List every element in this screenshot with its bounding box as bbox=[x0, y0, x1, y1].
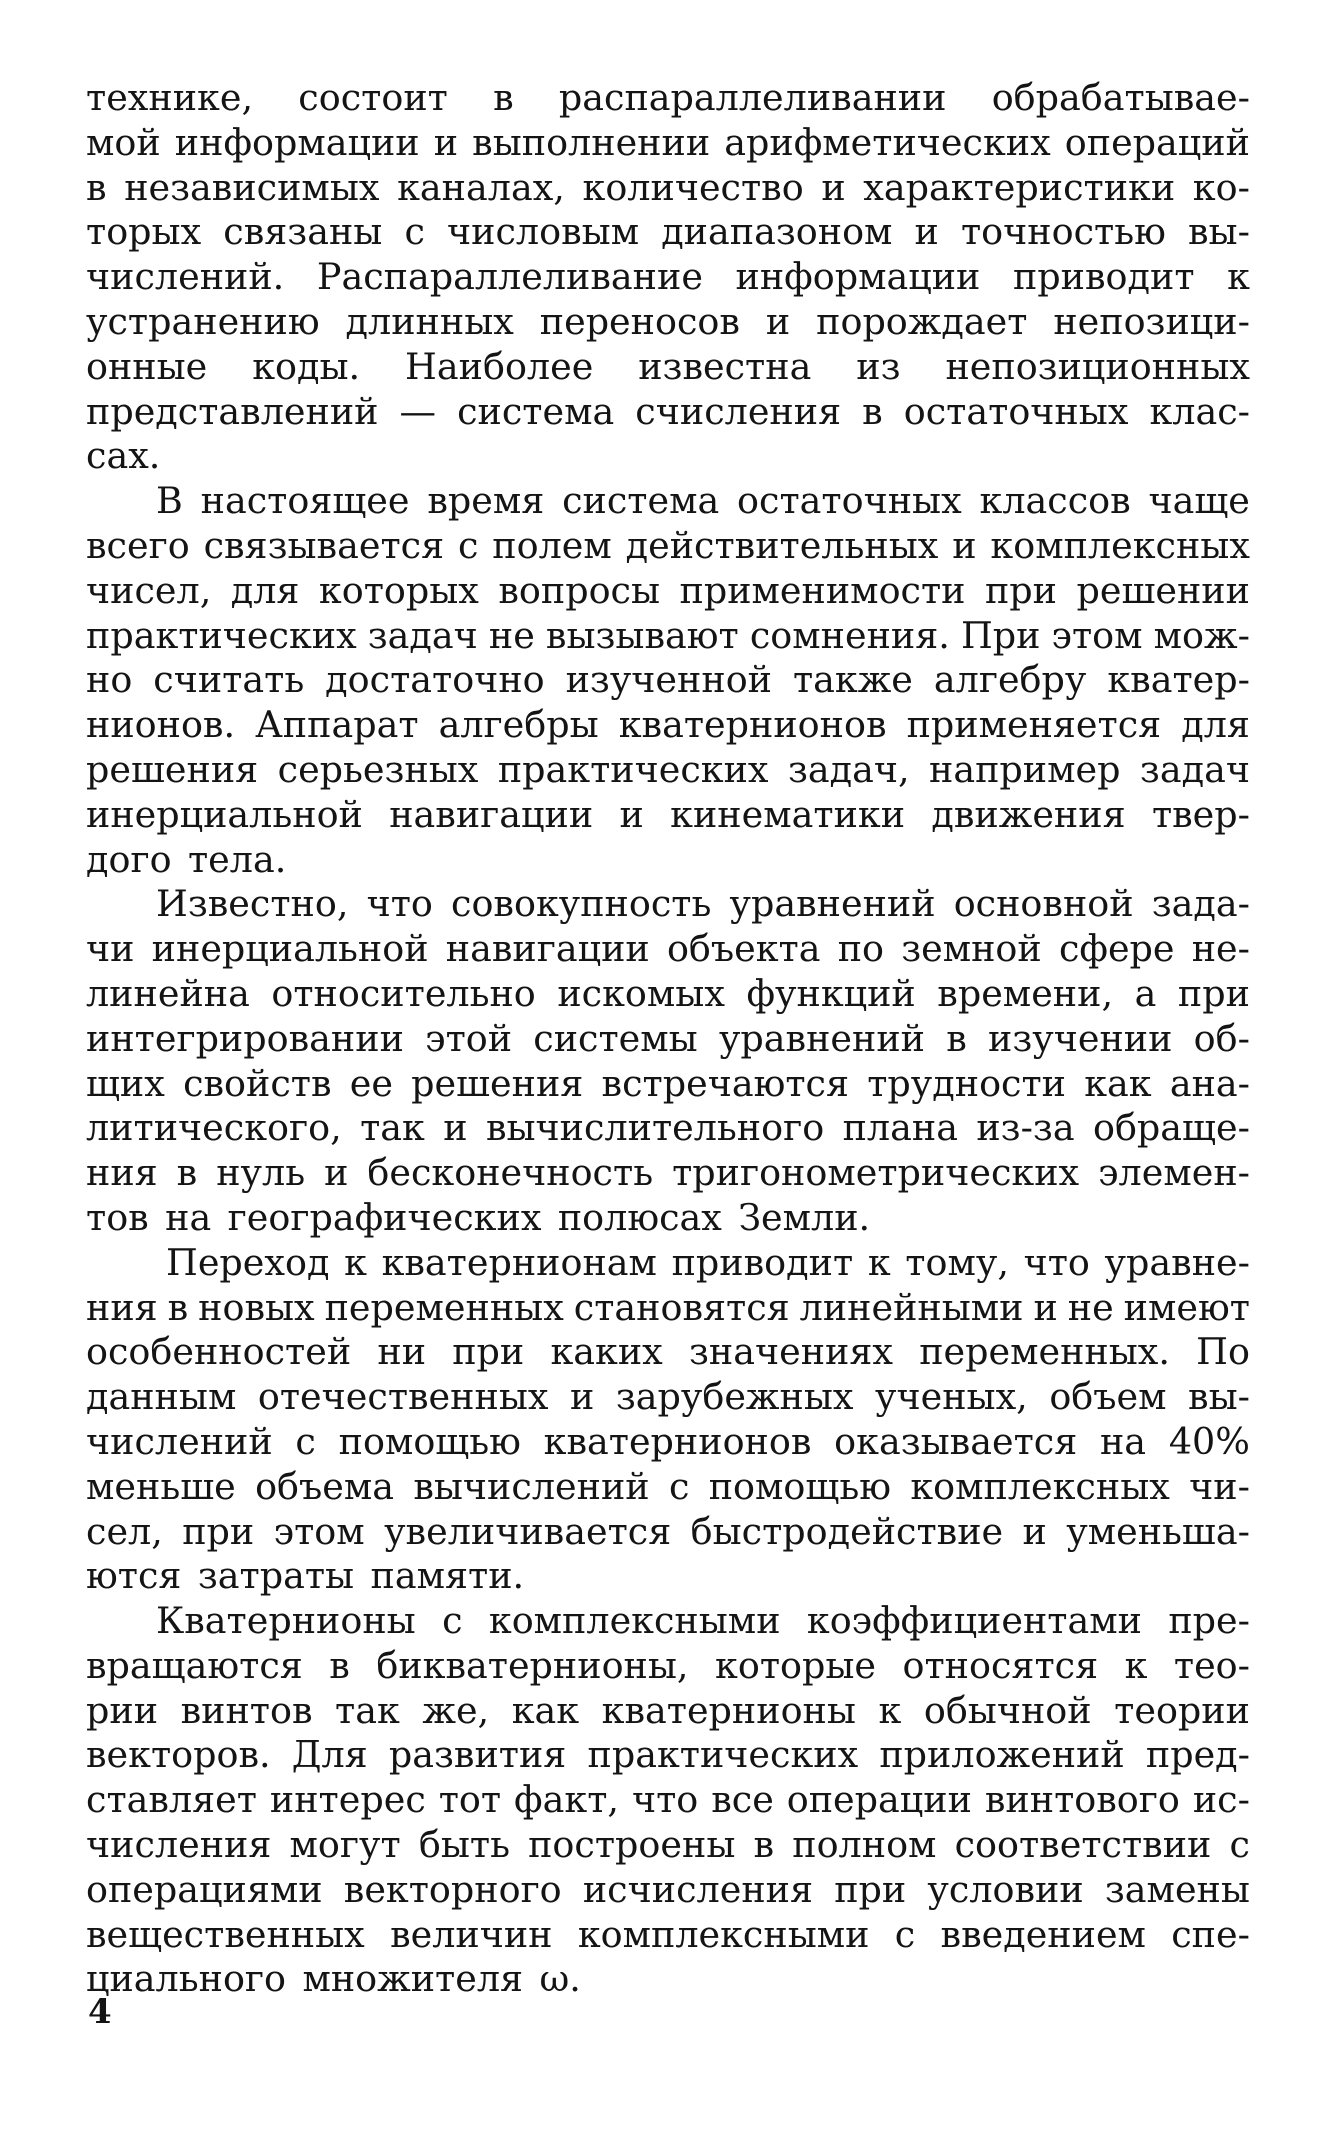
text-line: линейна относительно искомых функций времени, а при bbox=[86, 971, 1250, 1015]
text-line: ния в новых переменных становятся линейными и не имеют bbox=[86, 1285, 1250, 1329]
text-line: ются затраты памяти. bbox=[86, 1554, 525, 1598]
text-line: устранению длинных переносов и порождает непозици- bbox=[86, 299, 1250, 343]
paragraph bbox=[86, 882, 1250, 1240]
text-line: инерциальной навигации и кинематики движения твер- bbox=[86, 792, 1250, 836]
text-line: практических задач не вызывают сомнения. При этом мож- bbox=[86, 613, 1250, 657]
text-line: вещественных величин комплексными с введением спе- bbox=[86, 1912, 1250, 1956]
text-line: но считать достаточно изученной также алгебру кватер- bbox=[86, 658, 1250, 702]
paragraph bbox=[86, 76, 1250, 479]
text-line: нионов. Аппарат алгебры кватернионов применяется для bbox=[86, 703, 1250, 747]
text-line: меньше объема вычислений с помощью комплексных чи- bbox=[86, 1464, 1250, 1508]
text-line: Кватернионы с комплексными коэффициентами пре- bbox=[156, 1599, 1250, 1643]
text-line: торых связаны с числовым диапазоном и точностью вы- bbox=[86, 210, 1250, 254]
text-line: онные коды. Наиболее известна из непозиционных bbox=[86, 344, 1250, 388]
text-line: тов на географических полюсах Земли. bbox=[86, 1195, 871, 1239]
text-line: особенностей ни при каких значениях переменных. По bbox=[86, 1330, 1250, 1374]
text-line: Переход к кватернионам приводит к тому, что уравне- bbox=[166, 1240, 1250, 1284]
text-line: дого тела. bbox=[86, 837, 287, 881]
text-line: числений. Распараллеливание информации приводит к bbox=[86, 255, 1250, 299]
text-line: решения серьезных практических задач, например задач bbox=[86, 747, 1250, 791]
text-line: интегрировании этой системы уравнений в изучении об- bbox=[86, 1016, 1250, 1060]
text-line: числений с помощью кватернионов оказывается на 40% bbox=[86, 1419, 1250, 1463]
text-line: Известно, что совокупность уравнений основной зада- bbox=[156, 882, 1250, 926]
text-line: чи инерциальной навигации объекта по земной сфере не- bbox=[86, 927, 1250, 971]
page-text bbox=[86, 76, 1250, 2002]
page-number: 4 bbox=[88, 1992, 112, 2032]
text-line: числения могут быть построены в полном соответствии с bbox=[86, 1823, 1250, 1867]
paragraph bbox=[86, 1241, 1250, 1599]
text-line: данным отечественных и зарубежных ученых, объем вы- bbox=[86, 1375, 1250, 1419]
text-line: рии винтов так же, как кватернионы к обычной теории bbox=[86, 1688, 1250, 1732]
text-line: представлений — система счисления в остаточных клас- bbox=[86, 389, 1250, 433]
text-line: ния в нуль и бесконечность тригонометрических элемен- bbox=[86, 1151, 1250, 1195]
text-line: щих свойств ее решения встречаются трудности как ана- bbox=[86, 1061, 1250, 1105]
text-line: векторов. Для развития практических приложений пред- bbox=[86, 1733, 1250, 1777]
paragraph bbox=[86, 1599, 1250, 2002]
text-line: ставляет интерес тот факт, что все операции винтового ис- bbox=[86, 1778, 1250, 1822]
text-line: циального множителя ω. bbox=[86, 1957, 581, 2001]
text-line: сел, при этом увеличивается быстродействие и уменьша- bbox=[86, 1509, 1250, 1553]
text-line: чисел, для которых вопросы применимости при решении bbox=[86, 568, 1250, 612]
text-line: всего связывается с полем действительных и комплексных bbox=[86, 523, 1250, 567]
paragraph bbox=[86, 479, 1250, 882]
text-line: сах. bbox=[86, 434, 161, 478]
text-line: литического, так и вычислительного плана из-за обраще- bbox=[86, 1106, 1250, 1150]
text-line: мой информации и выполнении арифметических операций bbox=[86, 120, 1250, 164]
text-line: технике, состоит в распараллеливании обрабатывае- bbox=[86, 76, 1250, 119]
text-line: В настоящее время система остаточных классов чаще bbox=[156, 479, 1250, 523]
text-line: вращаются в бикватернионы, которые относятся к тео- bbox=[86, 1643, 1250, 1687]
text-line: операциями векторного исчисления при условии замены bbox=[86, 1867, 1250, 1911]
text-line: в независимых каналах, количество и характеристики ко- bbox=[86, 165, 1250, 209]
